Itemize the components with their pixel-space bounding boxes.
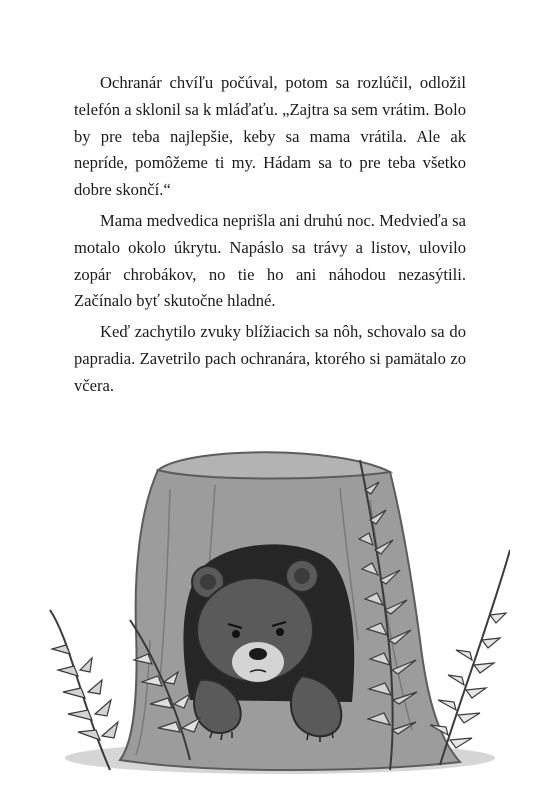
story-text	[74, 70, 466, 400]
bear-nose	[249, 648, 267, 660]
bear-left-eye	[232, 630, 240, 638]
paragraph-3: Keď zachytilo zvuky blížiacich sa nôh, schovalo sa do papradia. Zavetrilo pach ochranára, ktorého si pamätalo zo včera.	[74, 322, 466, 395]
stump-top	[158, 452, 390, 478]
paragraph-2: Mama medvedica neprišla ani druhú noc. Medvieďa sa motalo okolo úkrytu. Napáslo sa trávy a listov, ulovilo zopár chrobákov, no tie ho ani náhodou nezasýtili. Začínalo byť skutočne hladné.	[74, 210, 466, 311]
paragraph-1: Ochranár chvíľu počúval, potom sa rozlúčil, odložil telefón a sklonil sa k mláďaťu. „Zajtra sa sem vrátim. Bolo by pre teba najlepšie, keby sa mama vrátila. Ale ak nepríde, pomôžeme ti my. Hádam sa to pre teba všetko dobre skončí.“	[74, 73, 466, 200]
bear-cub-illustration	[40, 440, 510, 780]
fern-left	[50, 610, 118, 770]
bear-right-eye	[276, 628, 284, 636]
